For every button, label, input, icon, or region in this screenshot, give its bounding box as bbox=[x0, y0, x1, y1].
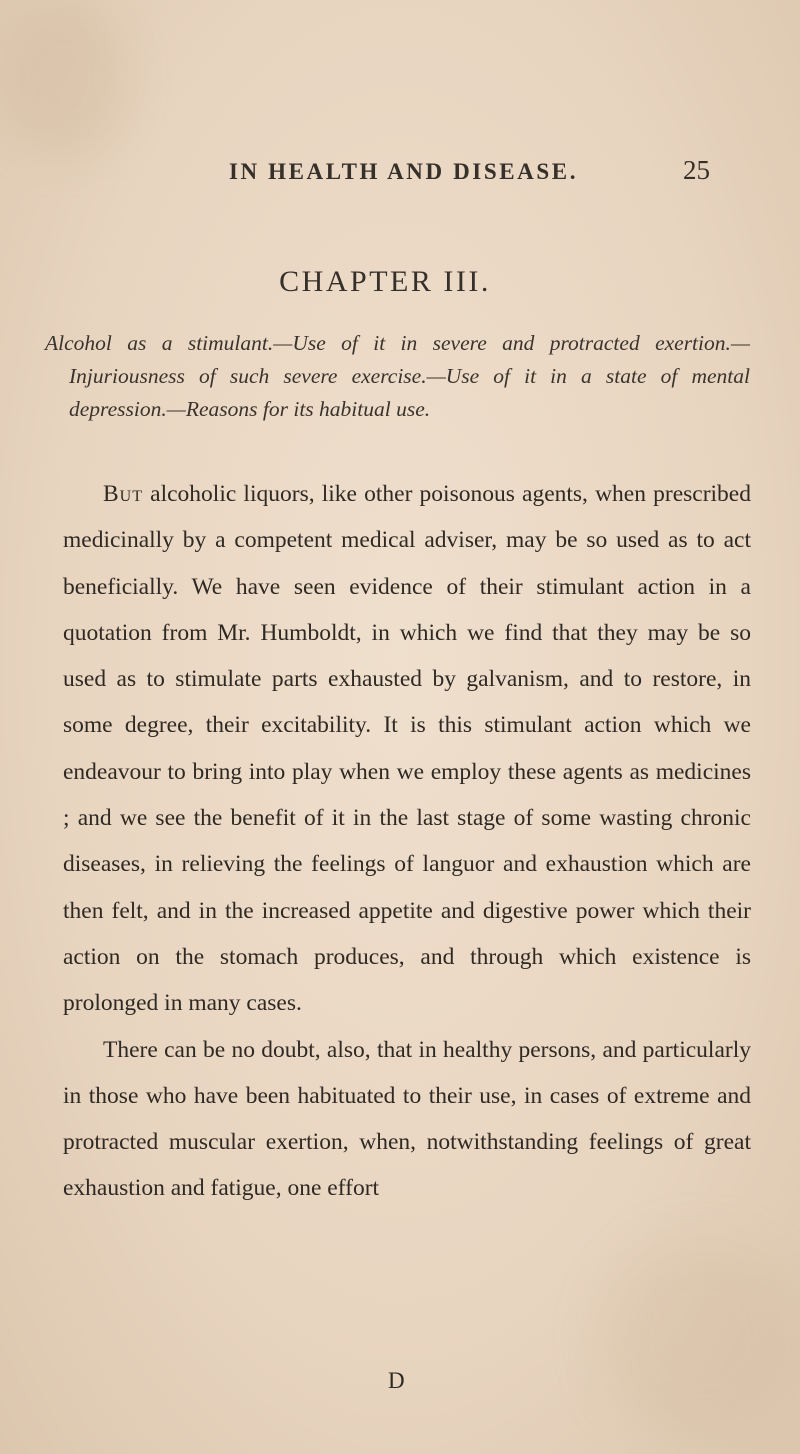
running-head-title: IN HEALTH AND DISEASE. bbox=[229, 159, 579, 184]
paragraph-text: There can be no doubt, also, that in healthy persons, and particularly in those who have been habituated to their use, in cases of extreme and protracted muscular exertion, when, notwithstanding feelings of great exhaustion and fatigue, one effort bbox=[63, 1036, 751, 1202]
body-text bbox=[63, 471, 751, 1212]
signature-mark: D bbox=[388, 1368, 405, 1393]
paragraph-text: alcoholic liquors, like other poisonous agents, when prescribed medicinally by a competent medical adviser, may be so used as to act beneficially. We have seen evidence of their stimulant action in a quotation from Mr. Humboldt, in which we find that they may be so used as to stimulate parts exhausted by galvanism, and to restore, in some degree, their excitability. It is this stimulant action which we endeavour to bring into play when we employ these agents as medicines ; and we see the benefit of it in the last stage of some wasting chronic diseases, in relieving the feelings of languor and exhaustion which are then felt, and in the increased appetite and digestive power which their action on the stomach produces, and through which existence is prolonged in many cases. bbox=[63, 481, 751, 1017]
paragraph bbox=[63, 1027, 751, 1212]
paragraph bbox=[63, 471, 751, 1027]
running-head bbox=[0, 155, 800, 199]
page-number: 25 bbox=[683, 155, 710, 185]
chapter-summary: Alcohol as a stimulant.—Use of it in severe and protracted exertion.—Injuriousness of such severe exercise.—Use of it in a state of mental depression.—Reasons for its habitual use. bbox=[45, 331, 750, 421]
paper-stain bbox=[0, 0, 130, 160]
chapter-title: CHAPTER III. bbox=[279, 265, 491, 298]
paper-stain bbox=[600, 1240, 800, 1440]
paragraph-lead-word: But bbox=[103, 481, 144, 507]
